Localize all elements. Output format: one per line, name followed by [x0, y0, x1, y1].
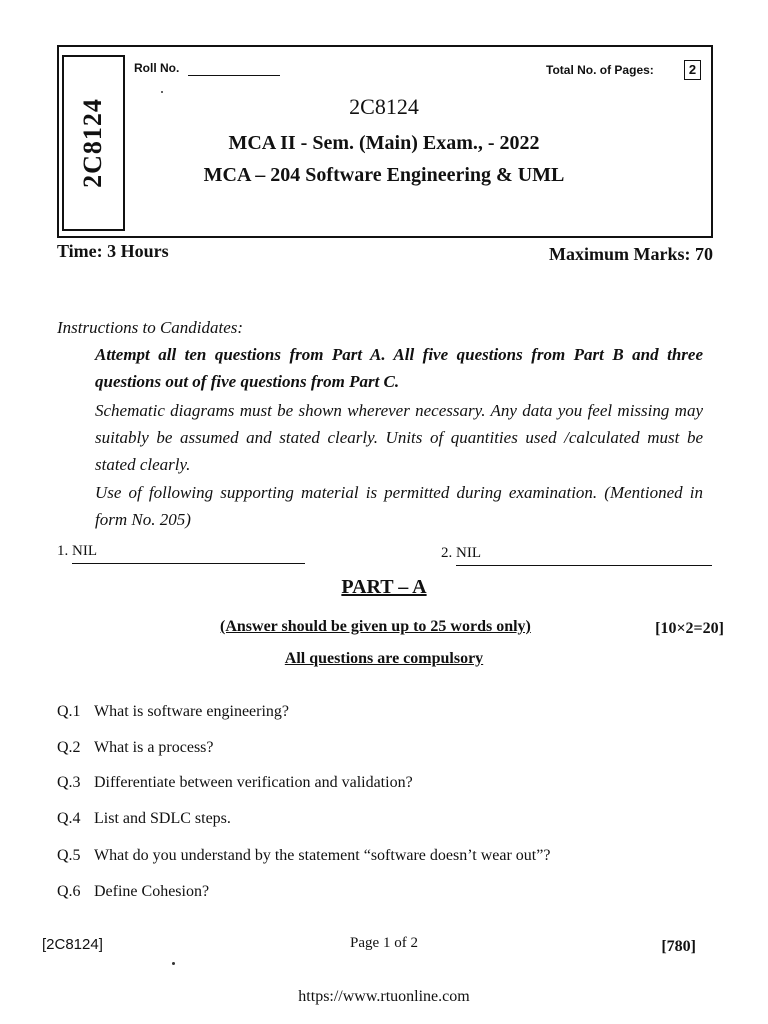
footer-page-number: Page 1 of 2	[350, 935, 418, 951]
question-row	[57, 703, 289, 721]
question-text: Define Cohesion?	[94, 883, 210, 900]
exam-title: MCA II - Sem. (Main) Exam., - 2022	[228, 132, 540, 154]
question-number: Q.5	[57, 847, 81, 864]
time-label: Time: 3 Hours	[57, 241, 169, 261]
scan-speck	[172, 962, 175, 965]
instruction-line: Attempt all ten questions from Part A. All five questions from Part B and three questions out of five questions from Part C.	[95, 345, 703, 391]
material-number: 2.	[441, 545, 453, 561]
subject-title: MCA – 204 Software Engineering & UML	[203, 164, 565, 186]
roll-number-line	[188, 75, 280, 76]
material-value: NIL	[456, 545, 712, 566]
question-number: Q.2	[57, 739, 81, 756]
question-text: Differentiate between verification and validation?	[94, 774, 413, 791]
footer-url[interactable]: https://www.rtuonline.com	[298, 988, 470, 1005]
question-number: Q.1	[57, 703, 81, 720]
question-number: Q.3	[57, 774, 81, 791]
paper-code: 2C8124	[349, 94, 419, 119]
question-row	[57, 847, 550, 865]
side-paper-code: 2C8124	[78, 98, 107, 188]
question-text: What do you understand by the statement “software doesn’t wear out”?	[94, 847, 551, 864]
question-text: List and SDLC steps.	[94, 810, 231, 827]
max-marks-label: Maximum Marks: 70	[549, 244, 713, 264]
part-a-title	[0, 576, 768, 599]
answer-note: (Answer should be given up to 25 words only)	[220, 618, 531, 635]
total-pages-label: Total No. of Pages:	[546, 63, 654, 77]
material-value: NIL	[72, 543, 305, 564]
instruction-line: Use of following supporting material is permitted during examination. (Mentioned in form No. 205)	[95, 483, 703, 529]
question-row	[57, 774, 413, 792]
part-a-title-text: PART – A	[341, 576, 427, 598]
compulsory-note	[0, 650, 768, 668]
footer-paper-code: [2C8124]	[42, 936, 103, 953]
part-a-marks: [10×2=20]	[655, 620, 724, 637]
compulsory-note-text: All questions are compulsory	[284, 650, 484, 667]
instructions-heading: Instructions to Candidates:	[57, 318, 244, 337]
footer-code: [780]	[661, 938, 696, 955]
question-number: Q.6	[57, 883, 81, 900]
instruction-line: Schematic diagrams must be shown wherever necessary. Any data you feel missing may suitably be assumed and stated clearly. Units of quantities used /calculated must be stated clearly.	[95, 401, 703, 474]
scan-speck	[161, 91, 163, 93]
question-text: What is a process?	[94, 739, 214, 756]
question-row	[57, 810, 231, 828]
total-pages-value: 2	[684, 60, 701, 80]
question-row	[57, 739, 214, 757]
question-text: What is software engineering?	[94, 703, 290, 720]
question-number: Q.4	[57, 810, 81, 827]
material-number: 1.	[57, 543, 69, 559]
roll-number-label: Roll No.	[134, 61, 180, 75]
question-row	[57, 883, 209, 901]
